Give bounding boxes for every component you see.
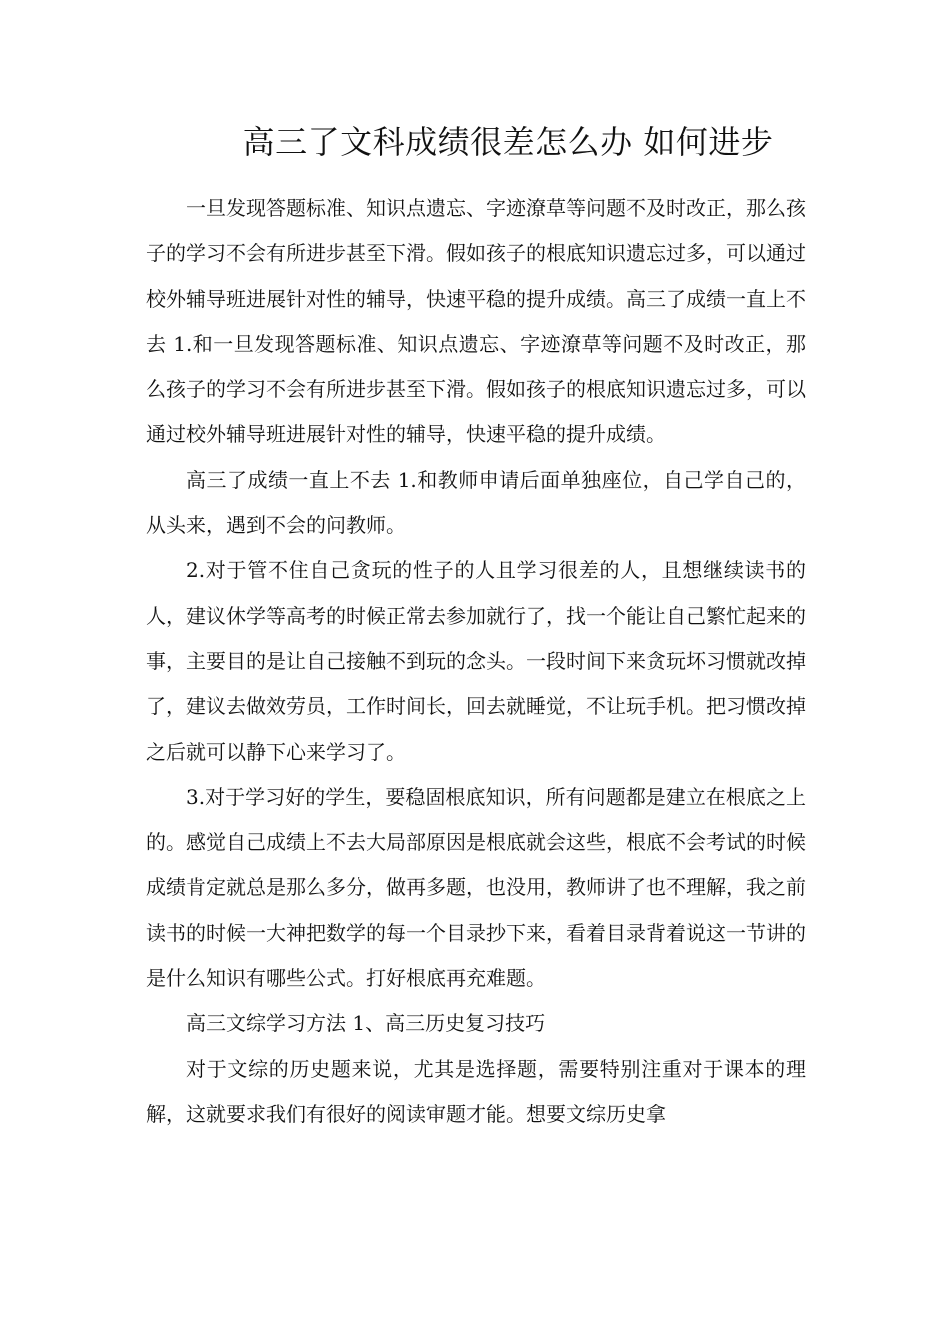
paragraph-1: 一旦发现答题标准、知识点遗忘、字迹潦草等问题不及时改正，那么孩子的学习不会有所进步甚至下滑。假如孩子的根底知识遗忘过多，可以通过校外辅导班进展针对性的辅导，快速平稳的提升成绩。高三了成绩一直上不去 1.和一旦发现答题标准、知识点遗忘、字迹潦草等问题不及时改正，那么孩子的学习不会有所进步甚至下滑。假如孩子的根底知识遗忘过多，可以通过校外辅导班进展针对性的辅导，快速平稳的提升成绩。	[146, 196, 806, 447]
paragraph-6: 对于文综的历史题来说，尤其是选择题，需要特别注重对于课本的理解，这就要求我们有很好的阅读审题才能。想要文综历史拿	[146, 1056, 806, 1126]
paragraph-2: 高三了成绩一直上不去 1.和教师申请后面单独座位，自己学自己的，从头来，遇到不会的问教师。	[146, 467, 806, 538]
document-body	[146, 186, 806, 1137]
paragraph-4: 3.对于学习好的学生，要稳固根底知识，所有问题都是建立在根底之上的。感觉自己成绩上不去大局部原因是根底就会这些，根底不会考试的时候成绩肯定就总是那么多分，做再多题，也没用，教师讲了也不理解，我之前读书的时候一大神把数学的每一个目录抄下来，看着目录背着说这一节讲的是什么知识有哪些公式。打好根底再充难题。	[146, 784, 806, 991]
paragraph-3: 2.对于管不住自己贪玩的性子的人且学习很差的人，且想继续读书的人，建议休学等高考的时候正常去参加就行了，找一个能让自己繁忙起来的事，主要目的是让自己接触不到玩的念头。一段时间下来贪玩坏习惯就改掉了，建议去做效劳员，工作时间长，回去就睡觉，不让玩手机。把习惯改掉之后就可以静下心来学习了。	[146, 558, 806, 764]
paragraph-5: 高三文综学习方法 1、高三历史复习技巧	[186, 1011, 546, 1036]
document-title: 高三了文科成绩很差怎么办 如何进步	[242, 123, 774, 161]
